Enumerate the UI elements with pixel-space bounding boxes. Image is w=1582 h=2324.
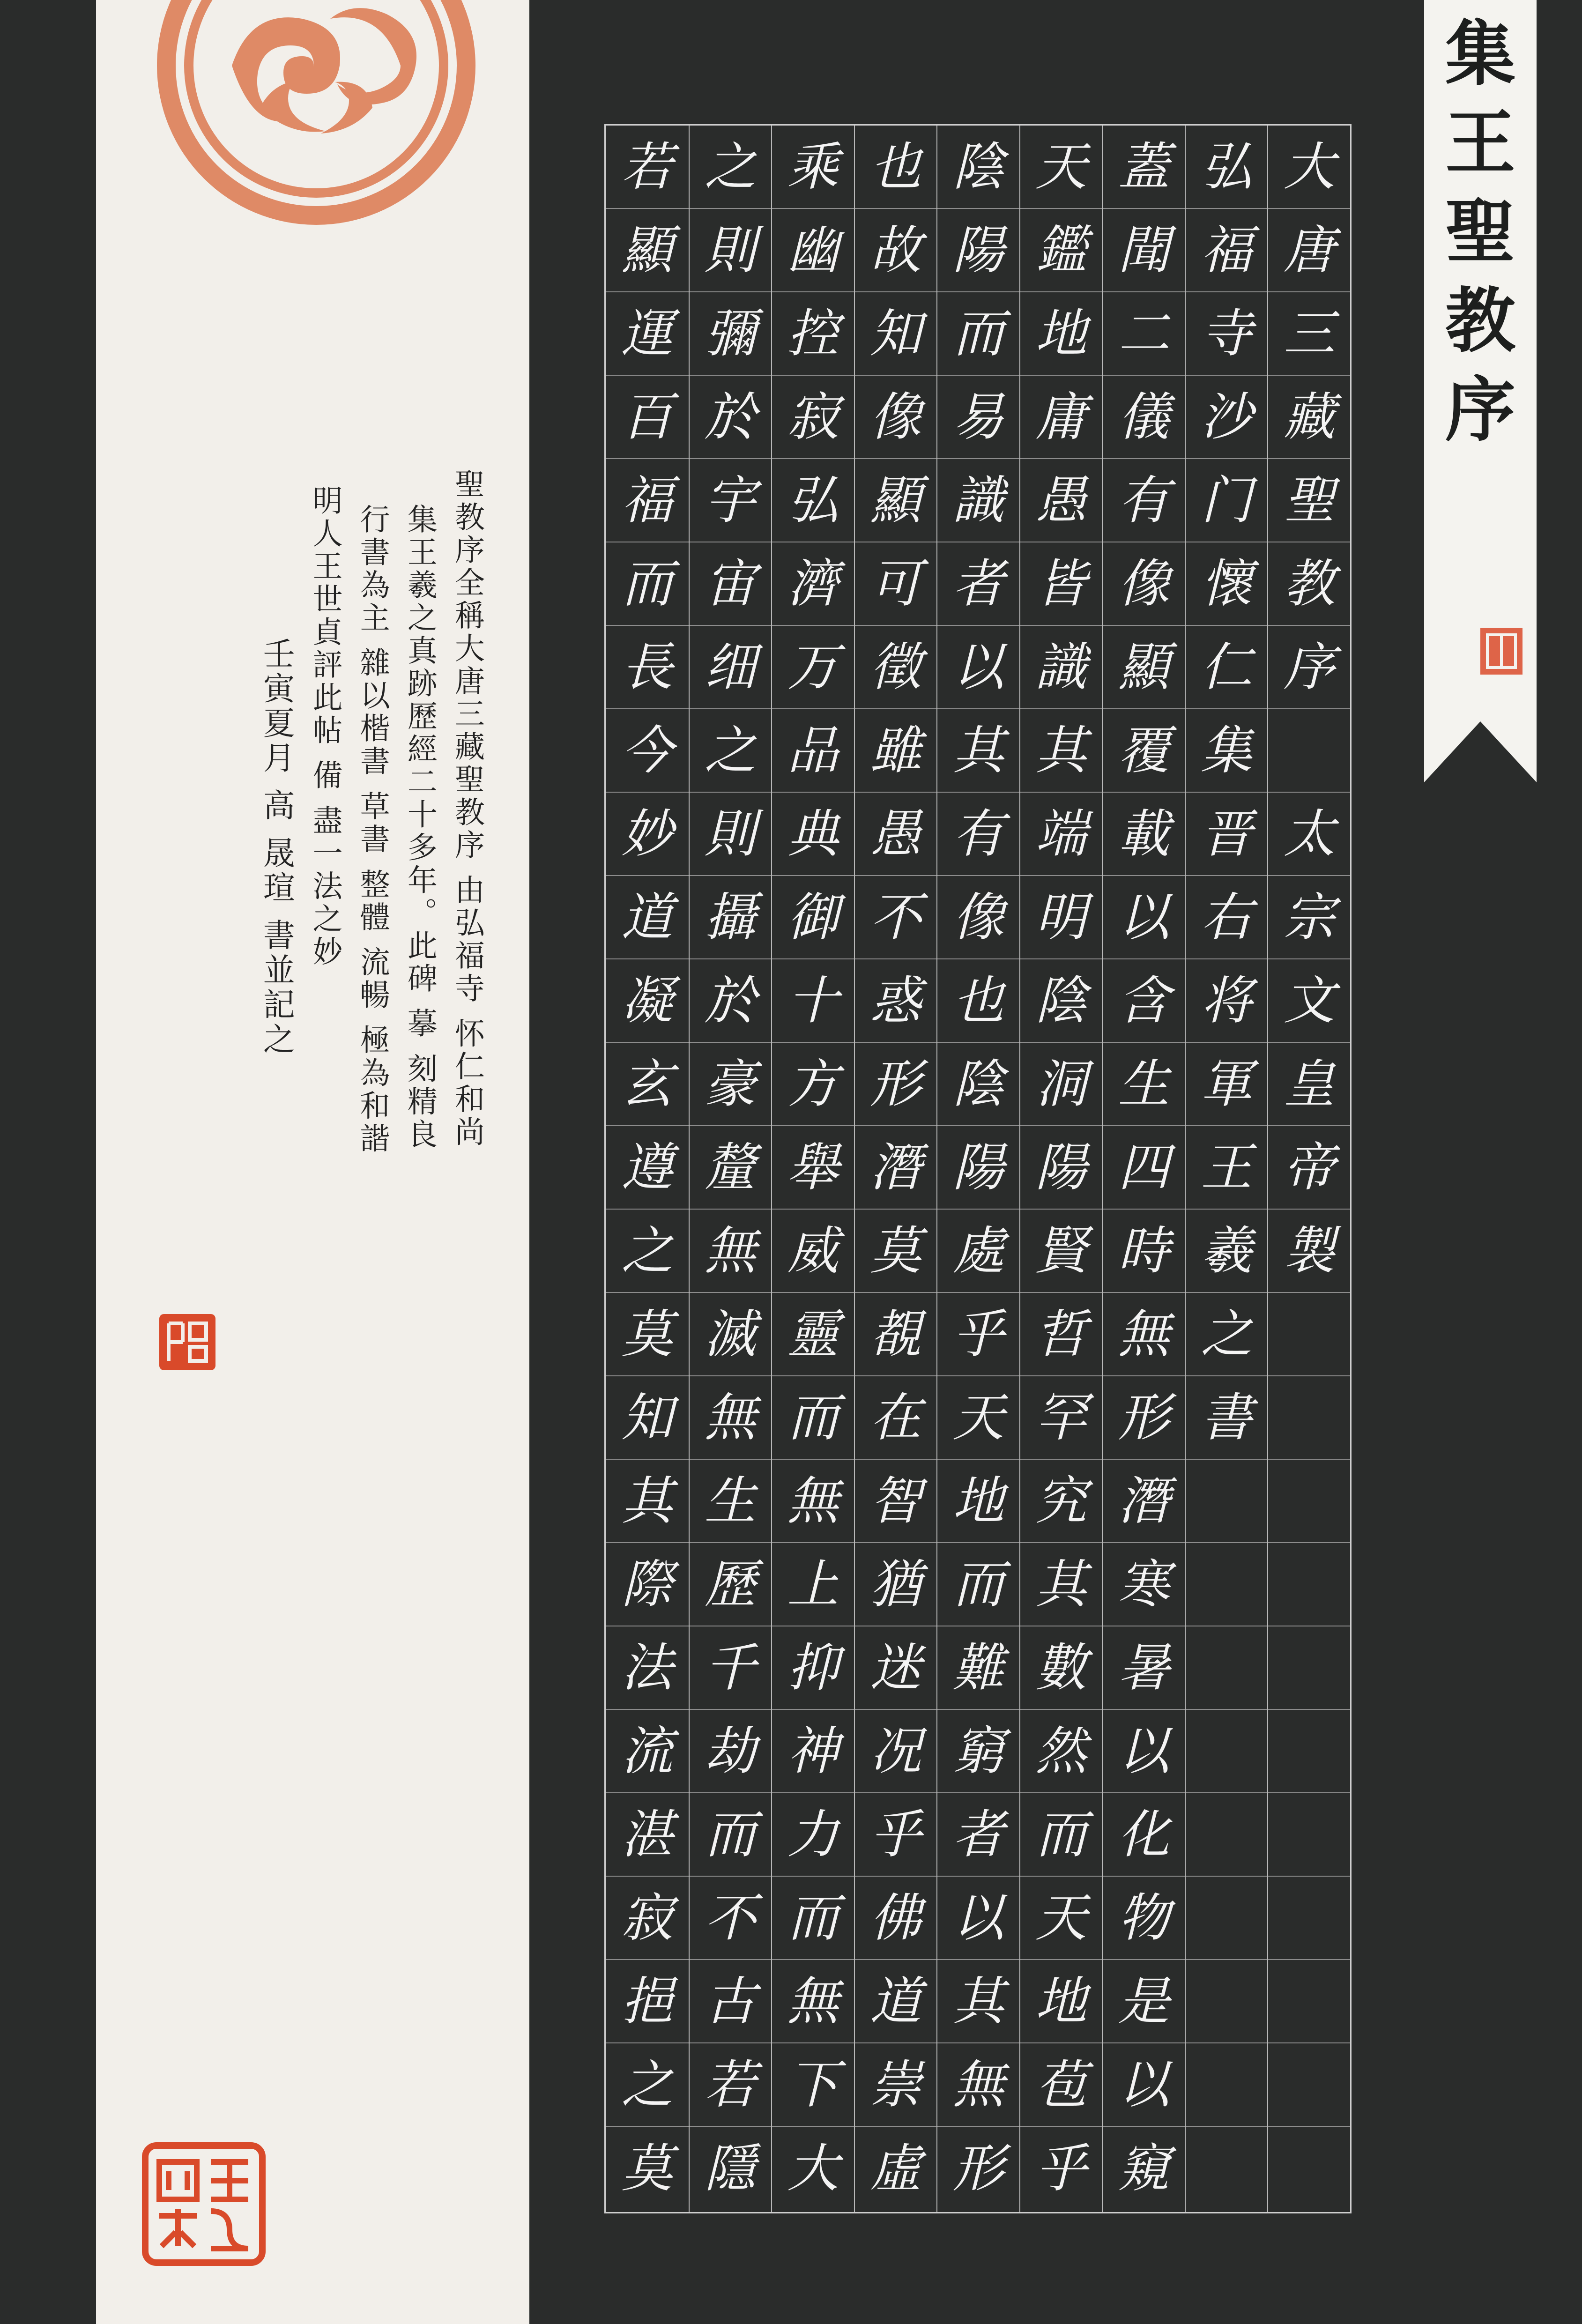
grid-cell: 不 (690, 1877, 772, 1960)
grid-cell: 顯 (606, 209, 689, 292)
grid-cell: 而 (606, 542, 689, 626)
grid-cell: 地 (1020, 1960, 1102, 2043)
grid-cell: 其 (937, 1960, 1019, 2043)
grid-cell: 之 (690, 126, 772, 209)
grid-cell: 時 (1103, 1210, 1185, 1293)
grid-cell (1268, 2127, 1350, 2210)
grid-cell: 以 (937, 1877, 1019, 1960)
grid-cell: 於 (690, 959, 772, 1043)
colophon-column-4: 明人王世貞評此帖 備 盡一法之妙 (307, 485, 342, 969)
grid-cell: 太 (1268, 793, 1350, 876)
grid-cell: 天 (1020, 126, 1102, 209)
grid-cell: 懷 (1186, 542, 1268, 626)
grid-cell: 長 (606, 626, 689, 709)
grid-cell: 是 (1103, 1960, 1185, 2043)
grid-cell: 鑑 (1020, 209, 1102, 292)
grid-cell: 釐 (690, 1126, 772, 1210)
grid-cell: 大 (787, 2138, 839, 2198)
grid-cell: 靈 (772, 1293, 854, 1376)
grid-cell: 不 (855, 876, 937, 959)
grid-cell: 莫 (621, 2138, 673, 2198)
grid-cell (1186, 1793, 1268, 1877)
grid-cell: 豪 (690, 1043, 772, 1126)
grid-cell: 佛 (855, 1877, 937, 1960)
grid-cell: 以 (1103, 876, 1185, 959)
grid-cell: 陽 (937, 209, 1019, 292)
grid-cell: 聖 (1268, 459, 1350, 542)
grid-column (1185, 126, 1268, 2212)
grid-cell: 寺 (1186, 292, 1268, 376)
grid-cell: 儀 (1103, 376, 1185, 459)
grid-cell: 而 (772, 1376, 854, 1460)
grid-cell: 可 (855, 542, 937, 626)
grid-cell: 控 (772, 292, 854, 376)
grid-cell: 典 (772, 793, 854, 876)
grid-cell: 然 (1020, 1710, 1102, 1793)
grid-cell (1186, 1710, 1268, 1793)
grid-cell: 愚 (855, 793, 937, 876)
grid-cell: 也 (855, 126, 937, 209)
grid-cell: 序 (1268, 626, 1350, 709)
cloud-medallion-icon (138, 0, 494, 234)
grid-cell: 在 (855, 1376, 937, 1460)
grid-cell: 化 (1103, 1793, 1185, 1877)
grid-cell: 而 (937, 292, 1019, 376)
grid-cell: 明 (1020, 876, 1102, 959)
grid-cell: 生 (690, 1460, 772, 1543)
grid-cell: 乎 (937, 1293, 1019, 1376)
grid-cell: 法 (606, 1626, 689, 1710)
grid-cell: 乎 (1035, 2138, 1087, 2198)
grid-cell (1268, 1960, 1350, 2043)
grid-cell: 端 (1020, 793, 1102, 876)
grid-cell: 者 (937, 1793, 1019, 1877)
grid-cell (1268, 1543, 1350, 1626)
grid-cell: 将 (1186, 959, 1268, 1043)
grid-cell: 之 (690, 709, 772, 793)
grid-cell: 於 (690, 376, 772, 459)
grid-cell: 濟 (772, 542, 854, 626)
grid-cell: 識 (1020, 626, 1102, 709)
grid-cell (1268, 709, 1350, 793)
grid-cell: 難 (937, 1626, 1019, 1710)
grid-cell: 有 (1103, 459, 1185, 542)
grid-cell: 歷 (690, 1543, 772, 1626)
grid-cell: 而 (937, 1543, 1019, 1626)
grid-cell: 寂 (772, 376, 854, 459)
grid-cell: 陰 (937, 1043, 1019, 1126)
grid-cell: 洞 (1020, 1043, 1102, 1126)
grid-cell: 藏 (1268, 376, 1350, 459)
colophon-column-2: 集王羲之真跡歷經二十多年。此碑 摹 刻精良 (402, 504, 437, 1151)
grid-cell: 三 (1268, 292, 1350, 376)
grid-cell: 則 (690, 793, 772, 876)
grid-cell: 潛 (855, 1126, 937, 1210)
grid-cell: 苞 (1020, 2043, 1102, 2127)
grid-cell: 弘 (1186, 126, 1268, 209)
grid-column (854, 126, 937, 2212)
grid-cell: 無 (1103, 1293, 1185, 1376)
grid-cell: 品 (772, 709, 854, 793)
grid-cell: 隱 (704, 2138, 756, 2198)
grid-cell (1268, 2043, 1350, 2127)
grid-cell (1186, 1543, 1268, 1626)
grid-cell: 教 (1268, 542, 1350, 626)
grid-cell: 虛 (869, 2138, 921, 2198)
grid-cell: 天 (1020, 1877, 1102, 1960)
grid-cell: 知 (606, 1376, 689, 1460)
grid-cell: 若 (606, 126, 689, 209)
grid-cell: 门 (1186, 459, 1268, 542)
grid-cell: 雖 (855, 709, 937, 793)
colophon-signature: 壬寅夏月 高 晟瑄 書並記之 (258, 637, 295, 1057)
grid-cell: 上 (772, 1543, 854, 1626)
grid-cell: 其 (1020, 1543, 1102, 1626)
grid-cell: 弘 (772, 459, 854, 542)
grid-cell: 地 (937, 1460, 1019, 1543)
grid-cell: 哲 (1020, 1293, 1102, 1376)
grid-cell: 皆 (1020, 542, 1102, 626)
grid-cell: 而 (772, 1877, 854, 1960)
grid-cell: 庸 (1020, 376, 1102, 459)
grid-column (771, 126, 854, 2212)
grid-cell: 彌 (690, 292, 772, 376)
grid-cell: 則 (690, 209, 772, 292)
grid-cell: 軍 (1186, 1043, 1268, 1126)
grid-cell: 羲 (1186, 1210, 1268, 1293)
grid-cell: 覩 (855, 1293, 937, 1376)
small-seal-icon (157, 1312, 218, 1373)
grid-cell: 莫 (606, 1293, 689, 1376)
grid-cell: 滅 (690, 1293, 772, 1376)
grid-column (936, 126, 1019, 2212)
grid-cell: 况 (855, 1710, 937, 1793)
grid-cell: 其 (1020, 709, 1102, 793)
grid-cell (1186, 2127, 1268, 2210)
grid-cell: 陽 (937, 1126, 1019, 1210)
grid-cell: 御 (772, 876, 854, 959)
grid-cell: 攝 (690, 876, 772, 959)
grid-cell: 劫 (690, 1710, 772, 1793)
grid-cell: 福 (606, 459, 689, 542)
grid-cell: 道 (855, 1960, 937, 2043)
grid-cell: 天 (937, 1376, 1019, 1460)
grid-cell: 崇 (855, 2043, 937, 2127)
grid-column (606, 126, 689, 2212)
grid-cell: 仁 (1186, 626, 1268, 709)
grid-cell: 凝 (606, 959, 689, 1043)
grid-cell: 而 (1020, 1793, 1102, 1877)
grid-cell (1186, 1626, 1268, 1710)
grid-cell: 地 (1020, 292, 1102, 376)
grid-cell (1268, 1877, 1350, 1960)
grid-cell: 文 (1268, 959, 1350, 1043)
grid-cell: 智 (855, 1460, 937, 1543)
grid-cell: 若 (690, 2043, 772, 2127)
grid-cell: 四 (1103, 1126, 1185, 1210)
grid-column (1267, 126, 1350, 2212)
banner-char-4: 教 (1445, 280, 1515, 362)
grid-cell: 宇 (690, 459, 772, 542)
grid-cell: 二 (1103, 292, 1185, 376)
grid-cell: 抑 (772, 1626, 854, 1710)
colophon (155, 468, 483, 1265)
grid-cell: 其 (937, 709, 1019, 793)
grid-column (1102, 126, 1185, 2212)
grid-cell: 無 (690, 1210, 772, 1293)
grid-cell: 窺 (1118, 2138, 1170, 2198)
grid-cell: 生 (1103, 1043, 1185, 1126)
grid-cell: 數 (1020, 1626, 1102, 1710)
grid-cell: 顯 (1103, 626, 1185, 709)
grid-cell: 福 (1186, 209, 1268, 292)
grid-cell (1268, 1376, 1350, 1460)
grid-cell: 際 (606, 1543, 689, 1626)
grid-cell: 遵 (606, 1126, 689, 1210)
grid-cell: 含 (1103, 959, 1185, 1043)
grid-cell: 其 (606, 1460, 689, 1543)
grid-cell: 也 (937, 959, 1019, 1043)
grid-cell (1268, 1293, 1350, 1376)
grid-cell (1268, 1460, 1350, 1543)
grid-cell: 莫 (855, 1210, 937, 1293)
grid-cell: 製 (1268, 1210, 1350, 1293)
grid-cell: 古 (690, 1960, 772, 2043)
grid-cell (1268, 1793, 1350, 1877)
grid-cell: 形 (855, 1043, 937, 1126)
grid-cell: 妙 (606, 793, 689, 876)
grid-cell: 宗 (1268, 876, 1350, 959)
grid-cell: 王 (1186, 1126, 1268, 1210)
grid-cell: 徵 (855, 626, 937, 709)
grid-cell: 湛 (606, 1793, 689, 1877)
grid-cell: 寂 (606, 1877, 689, 1960)
grid-cell: 物 (1103, 1877, 1185, 1960)
colophon-column-3: 行書為主 雜以楷書 草書 整體 流暢 極為和諧 (355, 504, 390, 1156)
grid-cell: 像 (855, 376, 937, 459)
grid-cell: 之 (606, 2043, 689, 2127)
grid-cell: 道 (606, 876, 689, 959)
grid-cell: 陽 (1020, 1126, 1102, 1210)
grid-cell: 舉 (772, 1126, 854, 1210)
grid-cell: 易 (937, 376, 1019, 459)
grid-cell: 陰 (1020, 959, 1102, 1043)
grid-cell: 下 (772, 2043, 854, 2127)
grid-cell: 潛 (1103, 1460, 1185, 1543)
grid-cell: 無 (937, 2043, 1019, 2127)
grid-cell: 乎 (855, 1793, 937, 1877)
grid-cell: 十 (772, 959, 854, 1043)
grid-cell: 万 (772, 626, 854, 709)
grid-cell: 幽 (772, 209, 854, 292)
grid-cell: 而 (690, 1793, 772, 1877)
grid-cell (1268, 1710, 1350, 1793)
grid-cell: 以 (1103, 2043, 1185, 2127)
large-seal-icon (141, 2141, 267, 2267)
grid-cell: 今 (606, 709, 689, 793)
grid-cell: 處 (937, 1210, 1019, 1293)
grid-cell: 罕 (1020, 1376, 1102, 1460)
grid-cell: 無 (772, 1960, 854, 2043)
grid-cell: 猶 (855, 1543, 937, 1626)
grid-cell: 蓋 (1103, 126, 1185, 209)
grid-cell (1186, 1960, 1268, 2043)
grid-cell (1268, 1626, 1350, 1710)
banner-char-1: 集 (1445, 13, 1515, 95)
grid-cell: 迷 (855, 1626, 937, 1710)
grid-cell: 宙 (690, 542, 772, 626)
grid-cell: 威 (772, 1210, 854, 1293)
grid-cell: 顯 (855, 459, 937, 542)
grid-cell: 右 (1186, 876, 1268, 959)
grid-cell: 形 (1103, 1376, 1185, 1460)
grid-cell (1186, 1877, 1268, 1960)
grid-cell: 暑 (1103, 1626, 1185, 1710)
grid-cell: 聞 (1103, 209, 1185, 292)
grid-cell: 以 (1103, 1710, 1185, 1793)
grid-cell: 故 (855, 209, 937, 292)
grid-cell: 識 (937, 459, 1019, 542)
grid-cell: 挹 (606, 1960, 689, 2043)
banner-char-3: 聖 (1445, 191, 1515, 273)
grid-cell: 形 (952, 2138, 1004, 2198)
grid-cell: 大 (1268, 126, 1350, 209)
grid-cell: 唐 (1268, 209, 1350, 292)
grid-cell: 方 (772, 1043, 854, 1126)
grid-cell: 集 (1186, 709, 1268, 793)
grid-cell: 百 (606, 376, 689, 459)
grid-column (1019, 126, 1102, 2212)
grid-cell: 像 (937, 876, 1019, 959)
grid-cell: 乘 (772, 126, 854, 209)
grid-cell: 陰 (937, 126, 1019, 209)
grid-cell: 知 (855, 292, 937, 376)
grid-cell: 者 (937, 542, 1019, 626)
grid-cell: 细 (690, 626, 772, 709)
grid-cell: 神 (772, 1710, 854, 1793)
grid-cell: 之 (1186, 1293, 1268, 1376)
banner-char-5: 序 (1445, 369, 1515, 451)
grid-cell (1186, 2043, 1268, 2127)
grid-cell: 運 (606, 292, 689, 376)
grid-cell: 書 (1186, 1376, 1268, 1460)
grid-cell: 無 (772, 1460, 854, 1543)
colophon-column-1: 聖教序全稱大唐三藏聖教序 由弘福寺 怀仁和尚 (450, 468, 484, 1149)
grid-cell: 帝 (1268, 1126, 1350, 1210)
banner-title (1424, 9, 1537, 454)
grid-cell: 玄 (606, 1043, 689, 1126)
grid-cell: 覆 (1103, 709, 1185, 793)
banner-char-2: 王 (1445, 102, 1515, 184)
calligraphy-grid (604, 124, 1352, 2213)
grid-cell: 力 (772, 1793, 854, 1877)
grid-cell: 究 (1020, 1460, 1102, 1543)
grid-column (689, 126, 772, 2212)
grid-cell: 窮 (937, 1710, 1019, 1793)
grid-cell: 惑 (855, 959, 937, 1043)
grid-cell: 愚 (1020, 459, 1102, 542)
grid-cell: 無 (690, 1376, 772, 1460)
grid-cell: 沙 (1186, 376, 1268, 459)
grid-cell: 像 (1103, 542, 1185, 626)
grid-cell: 流 (606, 1710, 689, 1793)
grid-cell: 寒 (1103, 1543, 1185, 1626)
grid-cell: 晋 (1186, 793, 1268, 876)
grid-cell: 之 (606, 1210, 689, 1293)
grid-cell: 載 (1103, 793, 1185, 876)
grid-cell: 賢 (1020, 1210, 1102, 1293)
grid-cell (1186, 1460, 1268, 1543)
grid-cell: 皇 (1268, 1043, 1350, 1126)
grid-cell: 千 (690, 1626, 772, 1710)
grid-cell: 以 (937, 626, 1019, 709)
grid-cell: 有 (937, 793, 1019, 876)
